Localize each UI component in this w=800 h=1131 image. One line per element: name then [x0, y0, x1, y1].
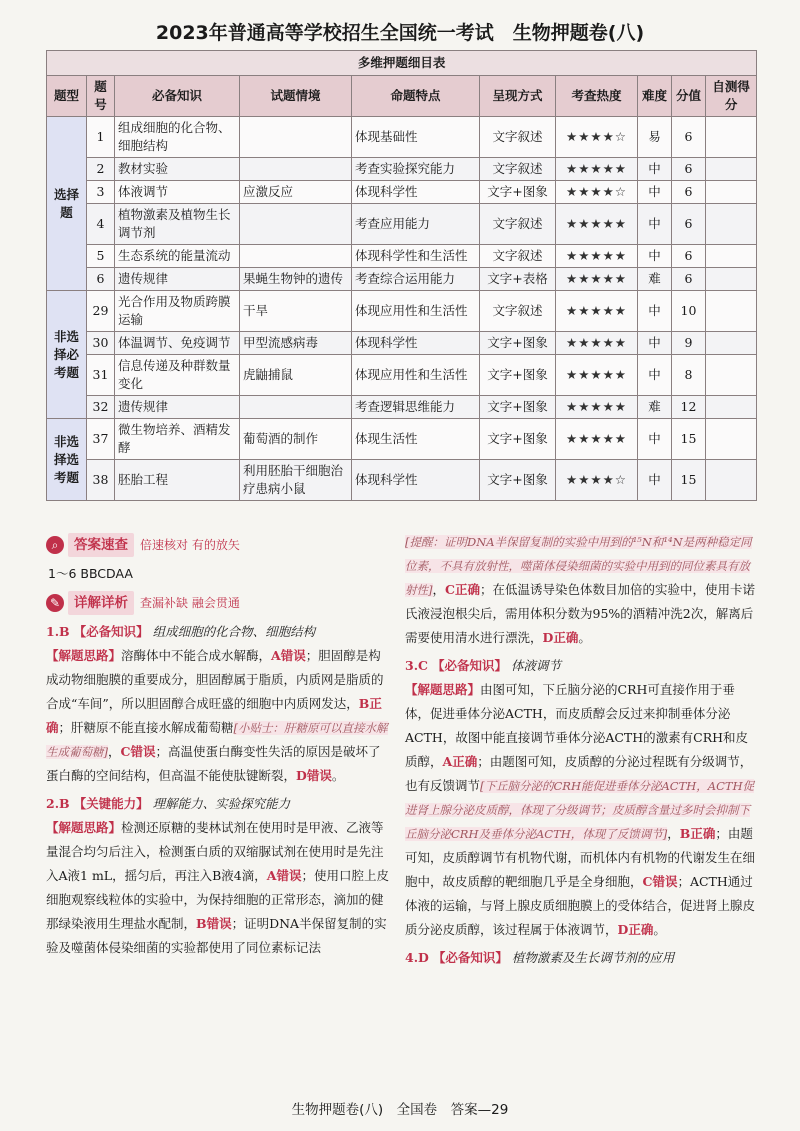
column-header: 难度: [638, 76, 672, 117]
table-header-row: [47, 76, 757, 117]
table-cell: 中: [638, 158, 672, 181]
q1-think-label: 【解题思路】: [46, 648, 122, 663]
table-cell: 中: [638, 460, 672, 501]
table-cell: 中: [638, 245, 672, 268]
q1-text-4: ，: [108, 744, 121, 759]
table-cell: 遗传规律: [115, 268, 240, 291]
table-cell[interactable]: [706, 204, 757, 245]
table-row: [47, 332, 757, 355]
q1-text-1: 溶酶体中不能合成水解酶，: [121, 648, 272, 663]
table-cell: 文字+图象: [480, 460, 556, 501]
table-cell: ★★★★☆: [556, 117, 638, 158]
table-cell: 胚胎工程: [115, 460, 240, 501]
spec-table-wrap: [46, 50, 756, 501]
answer-key: 1～6 BBCDAA: [48, 566, 133, 581]
q1-number: 1.B: [46, 624, 70, 639]
table-cell: 29: [87, 291, 115, 332]
table-cell: 15: [672, 419, 706, 460]
question-type-cell: 非选择选考题: [47, 419, 87, 501]
q3-text-3: ，: [667, 826, 680, 841]
q3-think-label: 【解题思路】: [405, 682, 481, 697]
table-row: [47, 245, 757, 268]
q4-topic: 植物激素及生长调节剂的应用: [511, 950, 675, 965]
q1-judge-c: C错误: [120, 744, 156, 759]
magnifier-icon: ⌕: [46, 536, 64, 554]
table-cell: 8: [672, 355, 706, 396]
q2-tip: [提醒：证明DNA半保留复制的实验中用到的¹⁵N和¹⁴N是两种稳定同位素，不具有放射性，噬菌体侵染细菌的实验中用到的同位素具有放射性]: [405, 535, 752, 597]
table-row: [47, 117, 757, 158]
q3-topic: 体液调节: [510, 658, 561, 673]
table-cell: 6: [87, 268, 115, 291]
table-cell[interactable]: [706, 181, 757, 204]
table-row: [47, 291, 757, 332]
q2-text-1: 检测还原糖的斐林试剂在使用时是甲液、乙液等量混合均匀后注入，检测蛋白质的双缩脲试剂在使用时是先注入A液1 mL，摇匀后，再注入B液4滴，: [46, 820, 384, 883]
table-cell: 4: [87, 204, 115, 245]
q2-explanation: [46, 816, 391, 960]
table-cell[interactable]: [706, 117, 757, 158]
table-cell: 文字叙述: [480, 245, 556, 268]
table-row: [47, 204, 757, 245]
detail-banner: [46, 592, 391, 614]
detail-title: 详解详析: [68, 591, 134, 615]
table-cell: 6: [672, 181, 706, 204]
q3-number: 3.C: [405, 658, 428, 673]
q2-text-5: ；在低温诱导染色体数目加倍的实验中，使用卡诺氏液浸泡根尖后，需用体积分数为95%的酒精冲洗2次，解离后需要使用清水进行漂洗，: [405, 582, 755, 645]
q2-topic: 理解能力、实验探究能力: [152, 796, 291, 811]
table-cell: 应激反应: [240, 181, 352, 204]
table-cell: 中: [638, 419, 672, 460]
column-header: 题型: [47, 76, 87, 117]
q3-text-5: ；ACTH通过体液的运输，与肾上腺皮质细胞膜上的受体结合，促进肾上腺皮质分泌皮质醇，该过程属于体液调节，: [405, 874, 756, 937]
table-cell: 文字叙述: [480, 158, 556, 181]
table-cell: 文字叙述: [480, 291, 556, 332]
table-cell: ★★★★☆: [556, 460, 638, 501]
table-cell: 干旱: [240, 291, 352, 332]
table-row: [47, 419, 757, 460]
table-cell: ★★★★★: [556, 204, 638, 245]
table-cell: 5: [87, 245, 115, 268]
quick-answer-banner: [46, 534, 391, 556]
table-row: [47, 181, 757, 204]
table-cell: [240, 396, 352, 419]
table-cell: 32: [87, 396, 115, 419]
table-cell: 葡萄酒的制作: [240, 419, 352, 460]
table-cell: 体现基础性: [352, 117, 480, 158]
page-footer: 生物押题卷(八) 全国卷 答案—29: [291, 1102, 509, 1118]
table-cell: 虎鼬捕鼠: [240, 355, 352, 396]
table-cell: 37: [87, 419, 115, 460]
q2-text-6: 。: [578, 630, 591, 645]
q3-text-4: ；由题可知，皮质醇调节有机物代谢，而机体内有机物的代谢发生在细胞中，故皮质醇的靶细胞几乎是全身细胞，: [405, 826, 756, 889]
table-cell: 中: [638, 291, 672, 332]
column-header: 必备知识: [115, 76, 240, 117]
column-header: 命题特点: [352, 76, 480, 117]
table-cell[interactable]: [706, 419, 757, 460]
q1-judge-b: B正确: [46, 696, 382, 735]
table-cell: 文字+图象: [480, 419, 556, 460]
q3-tip: [下丘脑分泌的CRH能促进垂体分泌ACTH，ACTH促进肾上腺分泌皮质醇，体现了分级调节；皮质醇含量过多时会抑制下丘脑分泌CRH及垂体分泌ACTH，体现了反馈调节]: [405, 779, 755, 841]
q1-tip: [小贴士：肝糖原可以直接水解生成葡萄糖]: [46, 721, 388, 759]
table-cell: 30: [87, 332, 115, 355]
table-cell: 体现科学性和生活性: [352, 245, 480, 268]
table-cell: 体现科学性: [352, 181, 480, 204]
table-cell: ★★★★★: [556, 396, 638, 419]
q3-judge-c: C错误: [642, 874, 678, 889]
question-type-cell: 选择题: [47, 117, 87, 291]
table-cell: 光合作用及物质跨膜运输: [115, 291, 240, 332]
table-cell[interactable]: [706, 268, 757, 291]
table-cell: 2: [87, 158, 115, 181]
table-cell: 10: [672, 291, 706, 332]
table-cell: 教材实验: [115, 158, 240, 181]
table-cell[interactable]: [706, 355, 757, 396]
q1-tag: 【必备知识】: [73, 624, 149, 639]
table-cell: ★★★★★: [556, 245, 638, 268]
q3-judge-a: A正确: [442, 754, 478, 769]
question-4-head: [405, 946, 755, 970]
table-cell: 难: [638, 268, 672, 291]
page-title: 2023年普通高等学校招生全国统一考试 生物押题卷(八): [155, 22, 645, 44]
q3-judge-b: B正确: [679, 826, 716, 841]
table-cell: 体现科学性: [352, 460, 480, 501]
question-2-head: [46, 792, 391, 816]
table-cell[interactable]: [706, 332, 757, 355]
q1-topic: 组成细胞的化合物、细胞结构: [152, 624, 316, 639]
q1-explanation: [46, 644, 391, 788]
q1-text-6: 。: [331, 768, 345, 783]
table-cell[interactable]: [706, 291, 757, 332]
table-cell: 文字+图象: [480, 181, 556, 204]
table-cell: 1: [87, 117, 115, 158]
q2-text-4: ，: [432, 582, 446, 597]
table-cell: 文字+图象: [480, 396, 556, 419]
table-cell: 6: [672, 268, 706, 291]
table-caption: 多维押题细目表: [47, 51, 757, 76]
table-cell: 文字叙述: [480, 117, 556, 158]
table-cell: 31: [87, 355, 115, 396]
table-cell: 38: [87, 460, 115, 501]
table-cell: 难: [638, 396, 672, 419]
table-row: [47, 355, 757, 396]
q1-text-3: ；肝糖原不能直接水解成葡萄糖: [58, 720, 234, 735]
column-header: 自测得分: [706, 76, 757, 117]
q2-judge-b: B错误: [196, 916, 232, 931]
question-type-cell: 非选择必考题: [47, 291, 87, 419]
column-header: 考查热度: [556, 76, 638, 117]
q2-think-label: 【解题思路】: [46, 820, 122, 835]
q2-tag: 【关键能力】: [73, 796, 149, 811]
table-row: [47, 460, 757, 501]
table-cell: 中: [638, 181, 672, 204]
column-header: 试题情境: [240, 76, 352, 117]
table-cell: [240, 245, 352, 268]
q4-tag: 【必备知识】: [432, 950, 508, 965]
table-cell: 果蝇生物钟的遗传: [240, 268, 352, 291]
table-cell: 中: [638, 204, 672, 245]
table-cell: 组成细胞的化合物、细胞结构: [115, 117, 240, 158]
table-cell: 6: [672, 117, 706, 158]
table-cell: ★★★★★: [556, 268, 638, 291]
table-cell: 6: [672, 245, 706, 268]
q2-text-2: ；使用口腔上皮细胞观察线粒体的实验中，为保持细胞的正常形态，滴加的健那绿染液用生理盐水配制，: [46, 868, 389, 931]
table-cell: 12: [672, 396, 706, 419]
column-header: 呈现方式: [480, 76, 556, 117]
column-header: 分值: [672, 76, 706, 117]
table-cell: ★★★★★: [556, 332, 638, 355]
table-cell: 考查综合运用能力: [352, 268, 480, 291]
table-cell: 植物激素及植物生长调节剂: [115, 204, 240, 245]
table-cell[interactable]: [706, 245, 757, 268]
table-row: [47, 158, 757, 181]
q3-judge-d: D正确: [617, 922, 654, 937]
q2-number: 2.B: [46, 796, 70, 811]
table-cell: 体液调节: [115, 181, 240, 204]
table-cell: ★★★★★: [556, 291, 638, 332]
q2-judge-d: D正确: [542, 630, 579, 645]
table-cell: ★★★★★: [556, 419, 638, 460]
table-cell: 甲型流感病毒: [240, 332, 352, 355]
table-cell: 考查逻辑思维能力: [352, 396, 480, 419]
table-row: [47, 268, 757, 291]
table-row: [47, 396, 757, 419]
q1-text-5: ；高温使蛋白酶变性失活的原因是破坏了蛋白酶的空间结构，但高温不能使肽键断裂，: [46, 744, 381, 783]
q2-judge-c: C正确: [445, 582, 480, 597]
table-cell: 9: [672, 332, 706, 355]
table-cell: 文字+表格: [480, 268, 556, 291]
table-cell: 利用胚胎干细胞治疗患病小鼠: [240, 460, 352, 501]
left-column: [46, 530, 391, 960]
table-cell: 体现生活性: [352, 419, 480, 460]
detail-subtitle: 查漏补缺 融会贯通: [140, 596, 240, 610]
q1-judge-a: A错误: [271, 648, 306, 663]
q3-explanation: [405, 678, 755, 942]
table-cell: ★★★★★: [556, 355, 638, 396]
table-cell: 信息传递及种群数量变化: [115, 355, 240, 396]
question-3-head: [405, 654, 755, 678]
table-cell: 中: [638, 355, 672, 396]
table-body: [47, 117, 757, 501]
table-cell: 体温调节、免疫调节: [115, 332, 240, 355]
q3-text-6: 。: [653, 922, 666, 937]
table-cell: [240, 158, 352, 181]
table-cell: 3: [87, 181, 115, 204]
right-column: [405, 530, 755, 970]
table-cell: 微生物培养、酒精发酵: [115, 419, 240, 460]
q1-judge-d: D错误: [296, 768, 332, 783]
table-cell[interactable]: [706, 158, 757, 181]
quick-answer-subtitle: 倍速核对 有的放矢: [140, 538, 240, 552]
table-cell: 考查实验探究能力: [352, 158, 480, 181]
q3-tag: 【必备知识】: [431, 658, 507, 673]
table-cell: 生态系统的能量流动: [115, 245, 240, 268]
table-cell: 易: [638, 117, 672, 158]
table-cell: 6: [672, 204, 706, 245]
table-cell[interactable]: [706, 460, 757, 501]
q1-text-2: ；胆固醇是构成动物细胞膜的重要成分，胆固醇属于脂质，内质网是脂质的合成“车间”，所以胆固醇合成旺盛的细胞中内质网发达，: [46, 648, 384, 711]
table-cell: 文字+图象: [480, 332, 556, 355]
table-cell[interactable]: [706, 396, 757, 419]
table-cell: [240, 204, 352, 245]
question-1-head: [46, 620, 391, 644]
q2-judge-a: A错误: [266, 868, 302, 883]
table-cell: 体现应用性和生活性: [352, 291, 480, 332]
q2-text-3: ；证明DNA半保留复制的实验及噬菌体侵染细菌的实验都使用了同位素标记法: [46, 916, 387, 955]
table-cell: 体现应用性和生活性: [352, 355, 480, 396]
table-cell: 考查应用能力: [352, 204, 480, 245]
table-cell: ★★★★☆: [556, 181, 638, 204]
column-header: 题号: [87, 76, 115, 117]
table-cell: ★★★★★: [556, 158, 638, 181]
quick-answer-title: 答案速查: [68, 533, 134, 557]
table-cell: 体现科学性: [352, 332, 480, 355]
table-cell: [240, 117, 352, 158]
q4-number: 4.D: [405, 950, 429, 965]
q2-explanation-cont: [405, 530, 755, 650]
q3-text-1: 由图可知，下丘脑分泌的CRH可直接作用于垂体，促进垂体分泌ACTH，而皮质醇会反过来抑制垂体分泌ACTH，故图中能直接调节垂体分泌ACTH的激素有CRH和皮质醇，: [405, 682, 749, 769]
table-cell: 15: [672, 460, 706, 501]
spec-table: [46, 50, 757, 501]
table-cell: 中: [638, 332, 672, 355]
q3-text-2: ；由题图可知，皮质醇的分泌过程既有分级调节，也有反馈调节: [405, 754, 753, 793]
table-cell: 6: [672, 158, 706, 181]
table-cell: 文字叙述: [480, 204, 556, 245]
table-cell: 遗传规律: [115, 396, 240, 419]
table-cell: 文字+图象: [480, 355, 556, 396]
pencil-icon: ✎: [46, 594, 64, 612]
